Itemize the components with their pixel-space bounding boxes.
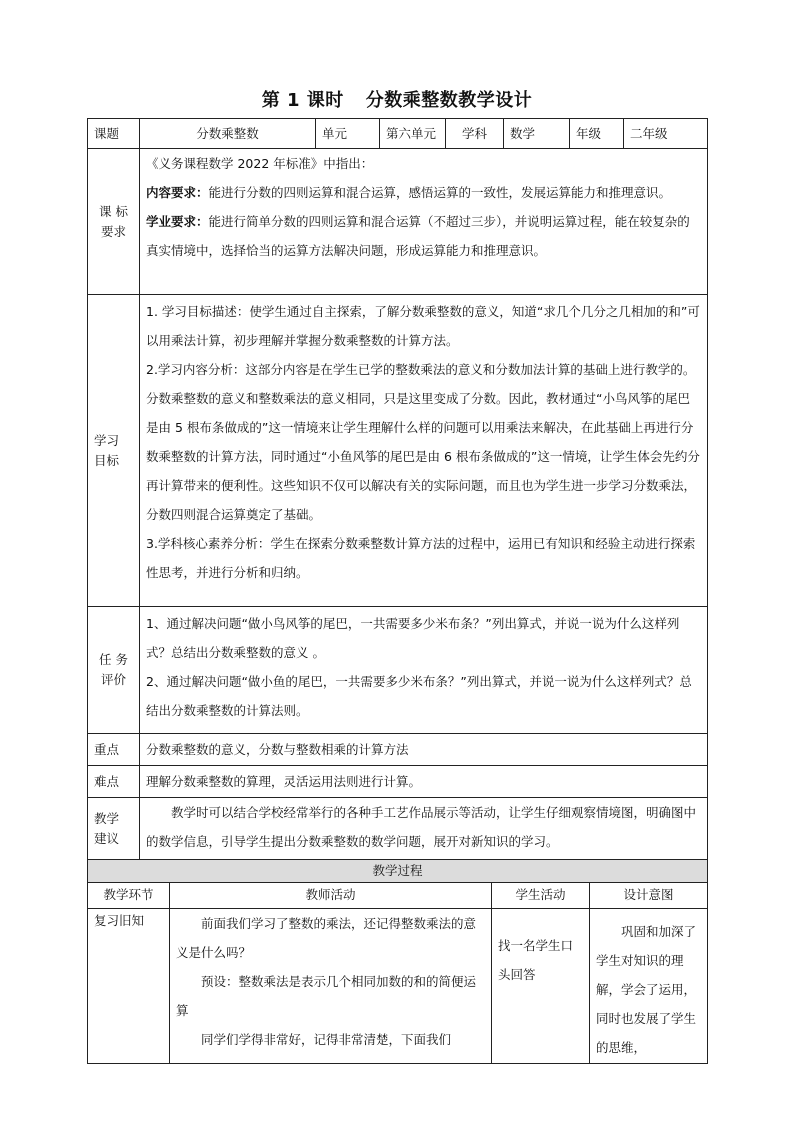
col-stage: 教学环节 <box>88 883 170 909</box>
tasks-label: 任 务 评价 <box>88 607 140 734</box>
teaching-process-table <box>87 859 708 1064</box>
title-topic: 分数乘整数教学设计 <box>365 90 533 111</box>
unit-label: 单元 <box>316 119 380 149</box>
teacher-activity <box>170 909 492 1064</box>
subject-value: 数学 <box>504 119 570 149</box>
goals-p3: 3.学科核心素养分析：学生在探索分数乘整数计算方法的过程中，运用已有知识和经验主动进行探索性思考，并进行分析和归纳。 <box>146 536 696 580</box>
page-title <box>0 86 794 112</box>
tasks-content <box>140 607 708 734</box>
difficulty-label: 难点 <box>88 766 140 798</box>
standard-label: 课 标 要求 <box>88 149 140 295</box>
goals-p2: 2.学习内容分析：这部分内容是在学生已学的整数乘法的意义和分数加法计算的基础上进行教学的。分数乘整数的意义和整数乘法的意义相同，只是这里变成了分数。因此，教材通过“小鸟风筝的尾巴是由 5 根布条做成的”这一情境来让学生理解什么样的问题可以用乘法来解决，在此基础上再进行分数乘整数的计算方法，同时通过“小鱼风筝的尾巴是由 6 根布条做成的”这一情境，让学生体会先约分再计算带来的便利性。这些知识不仅可以解决有关的实际问题，而且也为学生进一步学习分数乘法，分数四则混合运算奠定了基础。 <box>146 362 700 522</box>
topic-label: 课题 <box>88 119 140 149</box>
col-student: 学生活动 <box>492 883 590 909</box>
tasks-p2: 2、通过解决问题“做小鱼的尾巴，一共需要多少米布条？”列出算式，并说一说为什么这样列式？总结出分数乘整数的计算法则。 <box>146 674 692 718</box>
teacher-p1: 前面我们学习了整数的乘法，还记得整数乘法的意义是什么吗？ <box>176 916 477 960</box>
design-intent: 巩固和加深了学生对知识的理解，学会了运用，同时也发展了学生的思维， <box>590 909 708 1064</box>
col-intent: 设计意图 <box>590 883 708 909</box>
goals-content <box>140 295 708 607</box>
key-point-label: 重点 <box>88 734 140 766</box>
standard-content <box>140 149 708 295</box>
suggestion-label: 教学 建议 <box>88 798 140 860</box>
goals-label: 学习 目标 <box>88 295 140 607</box>
goals-p1: 1. 学习目标描述：使学生通过自主探索，了解分数乘整数的意义，知道“求几个几分之几相加的和”可以用乘法计算，初步理解并掌握分数乘整数的计算方法。 <box>146 304 700 348</box>
title-lesson: 第 1 课时 <box>261 90 344 111</box>
grade-value: 二年级 <box>624 119 708 149</box>
grade-label: 年级 <box>570 119 624 149</box>
teacher-p3: 同学们学得非常好，记得非常清楚，下面我们 <box>201 1032 452 1047</box>
standard-content-req: 内容要求：能进行分数的四则运算和混合运算，感悟运算的一致性，发展运算能力和推理意识。 <box>146 185 672 200</box>
student-activity: 找一名学生口头回答 <box>492 909 590 1064</box>
lesson-info-table <box>87 118 708 860</box>
difficulty-text: 理解分数乘整数的算理，灵活运用法则进行计算。 <box>140 766 708 798</box>
tasks-p1: 1、通过解决问题“做小鸟风筝的尾巴，一共需要多少米布条？”列出算式，并说一说为什么这样列式？总结出分数乘整数的意义 。 <box>146 616 680 660</box>
topic-value: 分数乘整数 <box>140 119 316 149</box>
standard-academic-req: 学业要求：能进行简单分数的四则运算和混合运算（不超过三步），并说明运算过程，能在较复杂的真实情境中，选择恰当的运算方法解决问题，形成运算能力和推理意识。 <box>146 214 690 258</box>
key-point-text: 分数乘整数的意义，分数与整数相乘的计算方法 <box>140 734 708 766</box>
subject-label: 学科 <box>446 119 504 149</box>
process-header: 教学过程 <box>88 860 708 883</box>
stage-review: 复习旧知 <box>88 909 170 1064</box>
standard-intro: 《义务课程数学 2022 年标准》中指出： <box>146 156 374 171</box>
unit-value: 第六单元 <box>380 119 446 149</box>
teacher-p2: 预设：整数乘法是表示几个相同加数的和的简便运算 <box>176 974 477 1018</box>
suggestion-text: 教学时可以结合学校经常举行的各种手工艺作品展示等活动，让学生仔细观察情境图，明确图中的数学信息，引导学生提出分数乘整数的数学问题，展开对新知识的学习。 <box>140 798 708 860</box>
col-teacher: 教师活动 <box>170 883 492 909</box>
